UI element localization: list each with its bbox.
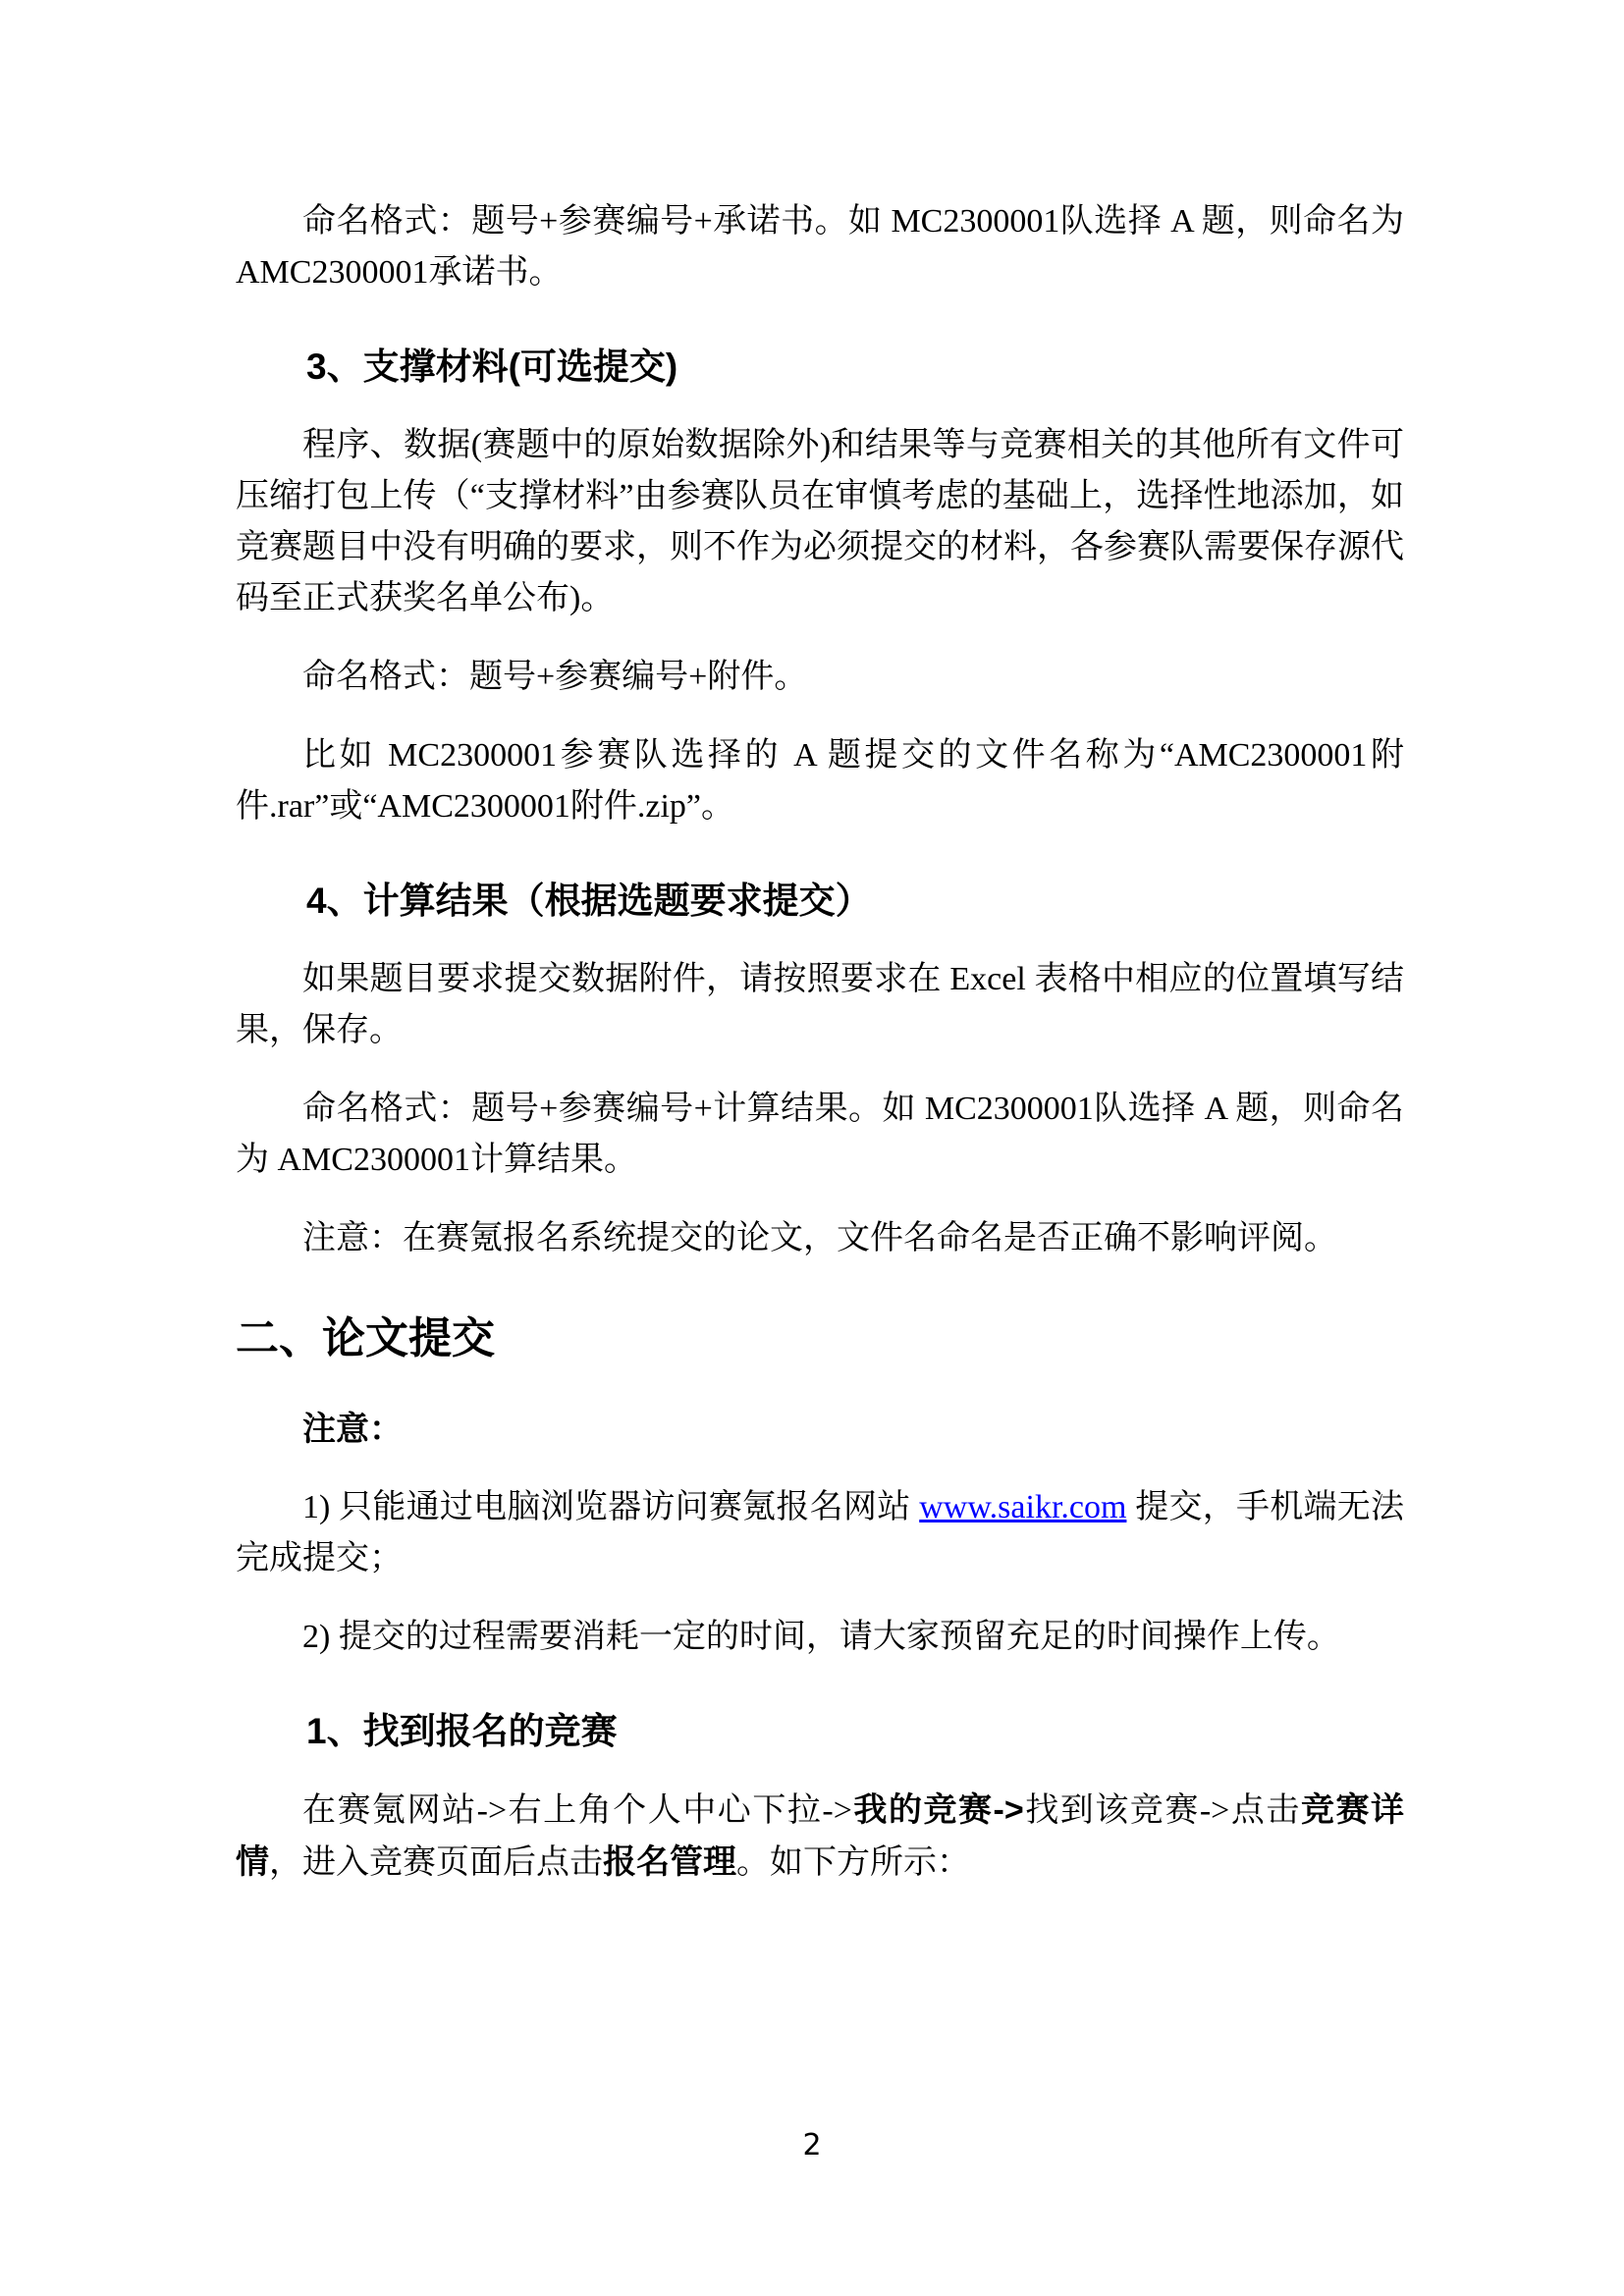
paragraph-attachment-example: 比如 MC2300001参赛队选择的 A 题提交的文件名称为“AMC2300001附件.rar”或“AMC2300001附件.zip”。: [236, 737, 1404, 825]
find-steps-segment-3: ，进入竞赛页面后点击: [269, 1844, 603, 1881]
paragraph-notice-1: [236, 1482, 1404, 1584]
find-steps-segment-2: 找到该竞赛->点击: [1023, 1792, 1301, 1829]
paragraph-calculation-description: 如果题目要求提交数据附件，请按照要求在 Excel 表格中相应的位置填写结果，保存。: [236, 961, 1404, 1048]
competition-details-bold-text: 竞赛详情: [236, 1791, 1404, 1881]
registration-management-bold-text: 报名管理: [603, 1843, 736, 1881]
paragraph-calculation-naming: 命名格式：题号+参赛编号+计算结果。如 MC2300001队选择 A 题，则命名为 AMC2300001计算结果。: [236, 1091, 1404, 1178]
heading-calculation-results: 4、计算结果（根据选题要求提交）: [306, 881, 872, 921]
paragraph-notice-2: 2) 提交的过程需要消耗一定的时间，请大家预留充足的时间操作上传。: [302, 1619, 1340, 1655]
notice-label: 注意：: [302, 1411, 403, 1448]
heading-paper-submission: 二、论文提交: [236, 1314, 495, 1362]
paragraph-support-description: 程序、数据(赛题中的原始数据除外)和结果等与竞赛相关的其他所有文件可压缩打包上传（“支撑材料”由参赛队员在审慎考虑的基础上，选择性地添加，如竞赛题目中没有明确的要求，则不作为必须提交的材料，各参赛队需要保存源代码至正式获奖名单公布)。: [236, 427, 1404, 616]
find-steps-segment-1: 在赛氪网站->右上角个人中心下拉->: [302, 1792, 852, 1829]
paragraph-attachment-naming: 命名格式：题号+参赛编号+附件。: [302, 659, 808, 695]
notice-1-text-before: 1) 只能通过电脑浏览器访问赛氪报名网站: [302, 1489, 920, 1525]
heading-find-competition: 1、找到报名的竞赛: [306, 1711, 618, 1751]
heading-support-materials: 3、支撑材料(可选提交): [306, 347, 678, 387]
page-footer: [0, 2126, 1624, 2165]
paragraph-review-note: 注意：在赛氪报名系统提交的论文，文件名命名是否正确不影响评阅。: [302, 1220, 1337, 1256]
page-number: 2: [802, 2128, 822, 2163]
notice-1-text-after: 提交，手机端无法完成提交；: [236, 1489, 1404, 1576]
paragraph-find-competition-steps: [236, 1785, 1404, 1889]
find-steps-segment-4: 。如下方所示：: [736, 1844, 970, 1881]
saikr-website-link[interactable]: www.saikr.com: [919, 1489, 1127, 1525]
paragraph-commitment-naming: 命名格式：题号+参赛编号+承诺书。如 MC2300001队选择 A 题，则命名为 AMC2300001承诺书。: [236, 203, 1404, 291]
my-competitions-bold-text: 我的竞赛->: [851, 1791, 1024, 1829]
